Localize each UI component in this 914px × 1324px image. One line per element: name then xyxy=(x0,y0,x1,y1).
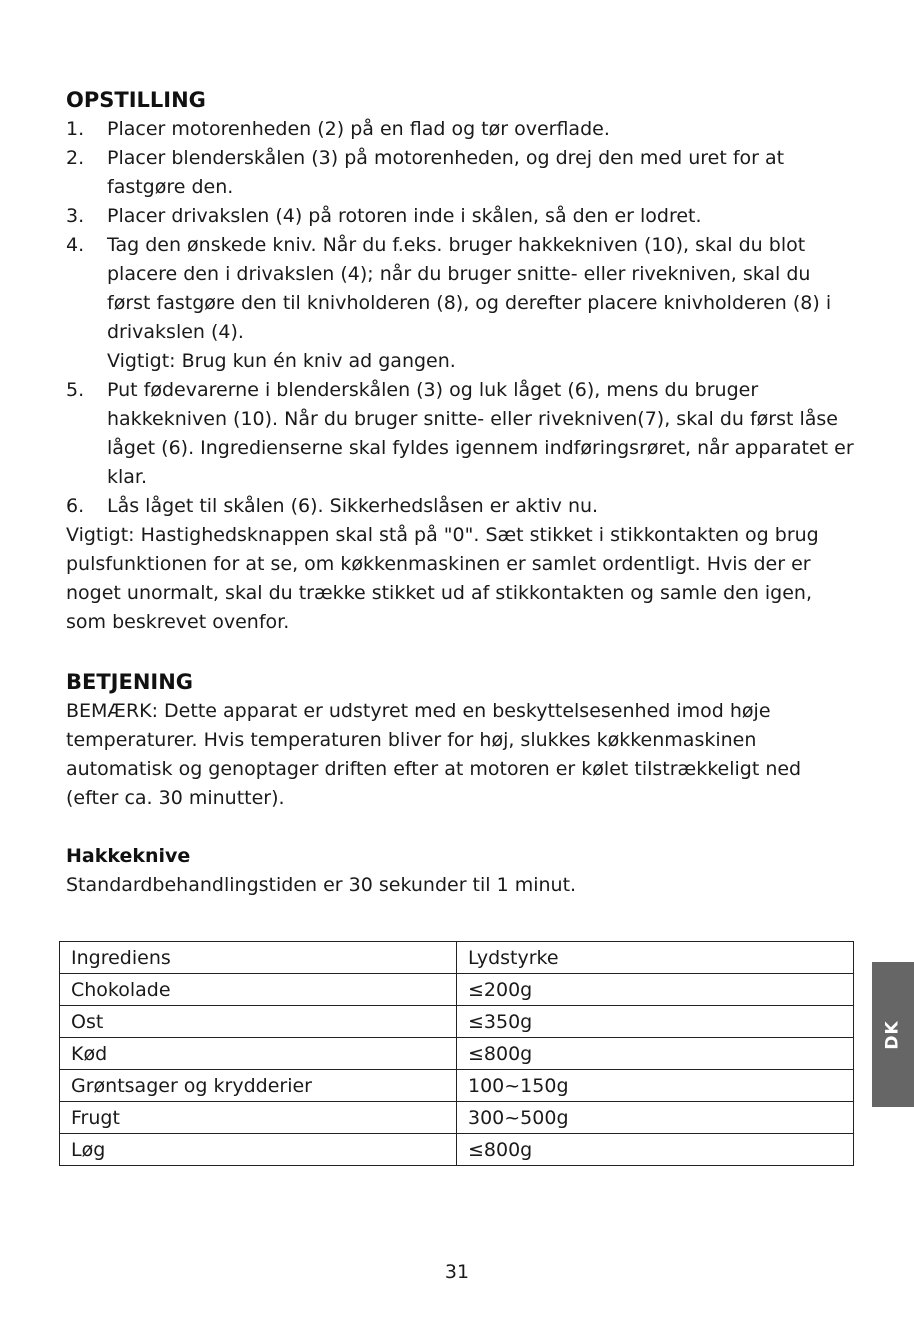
table-cell: ≤800g xyxy=(457,1134,854,1166)
table-cell: 100~150g xyxy=(457,1070,854,1102)
step-number: 2. xyxy=(66,147,85,169)
page-number: 31 xyxy=(444,1261,470,1283)
list-item xyxy=(66,202,856,231)
section-betjening xyxy=(66,668,856,813)
table-header-row xyxy=(60,942,854,974)
table-cell: Grøntsager og krydderier xyxy=(60,1070,457,1102)
table-header-cell: Lydstyrke xyxy=(457,942,854,974)
page-content xyxy=(66,86,856,900)
section-paragraph: BEMÆRK: Dette apparat er udstyret med en beskyttelsesenhed imod høje temperaturer. Hvis temperaturen bliver for høj, slukkes køkkenmaskinen automatisk og genoptager driften efter at motoren er kølet tilstrækkeligt ned (efter ca. 30 minutter). xyxy=(66,700,802,809)
subsection-title: Hakkeknive xyxy=(66,845,191,867)
step-number: 6. xyxy=(66,495,85,517)
section-title: OPSTILLING xyxy=(66,88,206,112)
step-number: 3. xyxy=(66,205,85,227)
table-header-cell: Ingrediens xyxy=(60,942,457,974)
step-note: Vigtigt: Brug kun én kniv ad gangen. xyxy=(107,350,456,372)
table-cell: ≤350g xyxy=(457,1006,854,1038)
section-opstilling xyxy=(66,86,856,637)
table-row xyxy=(60,974,854,1006)
ingredient-table xyxy=(59,941,854,1166)
table-cell: ≤800g xyxy=(457,1038,854,1070)
list-item xyxy=(66,231,856,376)
language-tab-label: DK xyxy=(882,1019,903,1050)
step-text: Placer blenderskålen (3) på motorenheden, og drej den med uret for at fastgøre den. xyxy=(107,147,785,198)
important-note: Vigtigt: Hastighedsknappen skal stå på "0". Sæt stikket i stikkontakten og brug pulsfunktionen for at se, om køkkenmaskinen er samlet ordentligt. Hvis der er noget unormalt, skal du trække stikket ud af stikkontakten og samle den igen, som beskrevet ovenfor. xyxy=(66,524,819,633)
step-text: Placer motorenheden (2) på en flad og tør overflade. xyxy=(107,118,610,140)
subsection-hakkeknive xyxy=(66,842,856,900)
setup-steps xyxy=(66,115,856,521)
step-number: 1. xyxy=(66,118,85,140)
subsection-paragraph: Standardbehandlingstiden er 30 sekunder til 1 minut. xyxy=(66,874,577,896)
list-item xyxy=(66,376,856,492)
step-text: Put fødevarerne i blenderskålen (3) og luk låget (6), mens du bruger hakkekniven (10). Når du bruger snitte- eller rivekniven(7), skal du først låse låget (6). Ingredienserne skal fyldes igennem indføringsrøret, når apparatet er klar. xyxy=(107,379,854,488)
table-cell: 300~500g xyxy=(457,1102,854,1134)
step-number: 5. xyxy=(66,379,85,401)
table-cell: Løg xyxy=(60,1134,457,1166)
step-number: 4. xyxy=(66,234,85,256)
table-row xyxy=(60,1102,854,1134)
step-text: Placer drivakslen (4) på rotoren inde i skålen, så den er lodret. xyxy=(107,205,702,227)
step-text: Lås låget til skålen (6). Sikkerhedslåsen er aktiv nu. xyxy=(107,495,599,517)
list-item xyxy=(66,492,856,521)
table-row xyxy=(60,1038,854,1070)
table-cell: ≤200g xyxy=(457,974,854,1006)
step-text: Tag den ønskede kniv. Når du f.eks. bruger hakkekniven (10), skal du blot placere den i drivakslen (4); når du bruger snitte- eller rivekniven, skal du først fastgøre den til knivholderen (8), og derefter placere knivholderen (8) i drivakslen (4). xyxy=(107,234,832,343)
table-cell: Kød xyxy=(60,1038,457,1070)
table-row xyxy=(60,1134,854,1166)
table-row xyxy=(60,1070,854,1102)
table-cell: Frugt xyxy=(60,1102,457,1134)
language-tab xyxy=(872,962,914,1107)
list-item xyxy=(66,115,856,144)
section-title: BETJENING xyxy=(66,670,194,694)
table-cell: Ost xyxy=(60,1006,457,1038)
table-cell: Chokolade xyxy=(60,974,457,1006)
table-row xyxy=(60,1006,854,1038)
list-item xyxy=(66,144,856,202)
